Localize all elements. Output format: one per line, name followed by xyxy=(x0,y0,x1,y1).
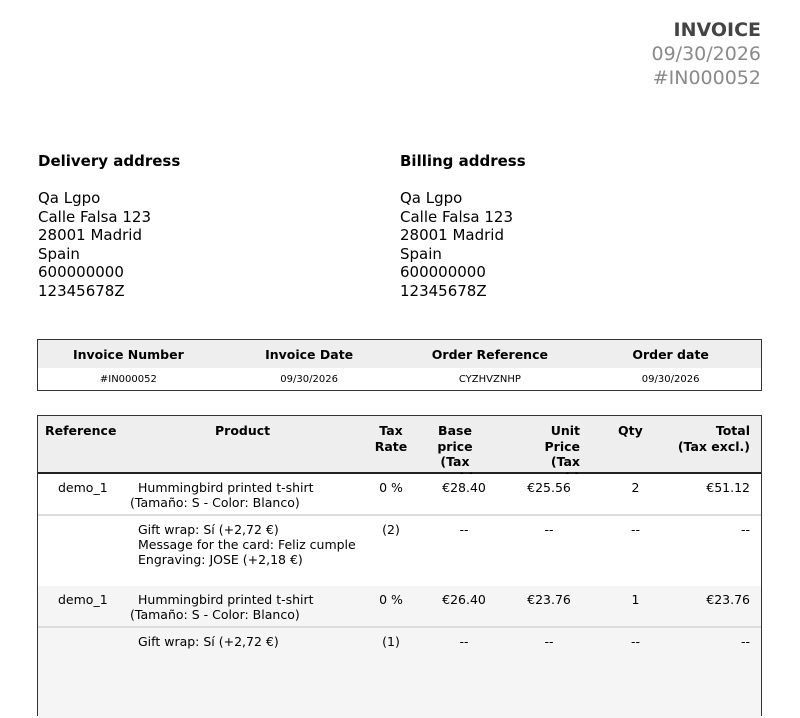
summary-value-row xyxy=(38,368,761,390)
delivery-address-line: 600000000 xyxy=(38,263,124,281)
product-reference: demo_1 xyxy=(58,592,108,607)
product-unit-price: €25.56 xyxy=(527,480,571,495)
customization-row xyxy=(38,628,761,718)
header-qty: Qty xyxy=(618,423,643,438)
product-base-price: €26.40 xyxy=(442,592,486,607)
header-base-price-line: Base xyxy=(438,423,472,438)
header-tax-rate-line: Tax xyxy=(379,423,403,438)
header-reference: Reference xyxy=(45,423,117,438)
billing-address-line: 12345678Z xyxy=(400,281,487,300)
billing-address-line: 600000000 xyxy=(400,263,486,281)
header-total xyxy=(666,423,750,454)
invoice-header xyxy=(651,18,761,90)
delivery-address-title: Delivery address xyxy=(38,152,181,170)
delivery-address-line: 12345678Z xyxy=(38,281,125,300)
product-attributes: (Tamaño: S - Color: Blanco) xyxy=(130,495,300,510)
header-tax-rate-line: Rate xyxy=(374,438,408,454)
header-product: Product xyxy=(215,423,271,438)
summary-header-order-reference: Order Reference xyxy=(431,346,548,362)
product-row xyxy=(38,586,761,628)
header-unit-price-line: Unit xyxy=(550,423,580,438)
summary-invoice-date: 09/30/2026 xyxy=(280,373,338,385)
customization-base-price: -- xyxy=(459,634,469,649)
summary-header-row xyxy=(38,340,761,368)
header-tax-rate xyxy=(371,423,411,454)
invoice-header-number: #IN000052 xyxy=(652,67,761,89)
header-base-price-line: price xyxy=(437,438,473,454)
product-tax-rate: 0 % xyxy=(379,480,403,495)
customization-unit-price: -- xyxy=(544,522,554,537)
billing-address-line: Calle Falsa 123 xyxy=(400,207,514,226)
header-unit-price-line: (Tax xyxy=(550,454,580,469)
delivery-address-line: Qa Lgpo xyxy=(38,189,101,207)
delivery-address xyxy=(38,151,338,300)
product-total: €51.12 xyxy=(706,480,750,495)
product-total: €23.76 xyxy=(706,592,750,607)
header-total-line: Total xyxy=(715,423,750,438)
billing-address-line: 28001 Madrid xyxy=(400,226,504,244)
customization-total: -- xyxy=(740,522,750,537)
header-total-line: (Tax excl.) xyxy=(677,438,750,454)
products-header-row xyxy=(38,416,761,474)
product-name-line: Hummingbird printed t-shirt xyxy=(138,480,314,495)
product-name xyxy=(130,592,314,622)
customization-total: -- xyxy=(740,634,750,649)
customization-line: Engraving: JOSE (+2,18 €) xyxy=(138,552,303,567)
product-qty: 1 xyxy=(631,592,640,607)
billing-address xyxy=(400,151,700,300)
customization-qty: -- xyxy=(630,634,641,649)
customization-details xyxy=(138,522,356,567)
product-base-price: €28.40 xyxy=(442,480,486,495)
invoice-header-date: 09/30/2026 xyxy=(651,43,761,65)
customization-base-price: -- xyxy=(459,522,469,537)
product-attributes: (Tamaño: S - Color: Blanco) xyxy=(130,607,300,622)
invoice-summary-table xyxy=(37,339,762,391)
delivery-address-line: 28001 Madrid xyxy=(38,226,142,244)
customization-row xyxy=(38,516,761,586)
summary-header-invoice-number: Invoice Number xyxy=(72,346,184,362)
billing-address-line: Qa Lgpo xyxy=(400,189,463,207)
delivery-address-line: Calle Falsa 123 xyxy=(38,207,152,226)
product-name-line: Hummingbird printed t-shirt xyxy=(138,592,314,607)
summary-invoice-number: #IN000052 xyxy=(99,373,157,385)
billing-address-line: Spain xyxy=(400,244,442,263)
header-base-price-line: (Tax xyxy=(440,454,470,469)
customization-line: Gift wrap: Sí (+2,72 €) xyxy=(138,634,279,649)
billing-address-title: Billing address xyxy=(400,152,526,170)
header-unit-price-line: Price xyxy=(544,438,580,454)
products-table xyxy=(37,415,762,716)
product-reference: demo_1 xyxy=(58,480,108,495)
product-unit-price: €23.76 xyxy=(527,592,571,607)
customization-line: Message for the card: Feliz cumple xyxy=(138,537,356,552)
customization-qty: -- xyxy=(630,522,641,537)
invoice-title: INVOICE xyxy=(673,19,761,41)
product-row xyxy=(38,474,761,516)
summary-order-date: 09/30/2026 xyxy=(641,373,700,385)
customization-line: Gift wrap: Sí (+2,72 €) xyxy=(138,522,279,537)
product-tax-rate: 0 % xyxy=(379,592,403,607)
customization-details xyxy=(138,634,279,649)
summary-header-order-date: Order date xyxy=(632,346,709,362)
customization-qty-marker: (1) xyxy=(382,634,400,649)
summary-header-invoice-date: Invoice Date xyxy=(265,346,354,362)
product-qty: 2 xyxy=(631,480,640,495)
summary-order-reference: CYZHVZNHP xyxy=(458,373,521,385)
product-name xyxy=(130,480,314,510)
customization-qty-marker: (2) xyxy=(382,522,400,537)
customization-unit-price: -- xyxy=(544,634,554,649)
delivery-address-line: Spain xyxy=(38,244,80,263)
